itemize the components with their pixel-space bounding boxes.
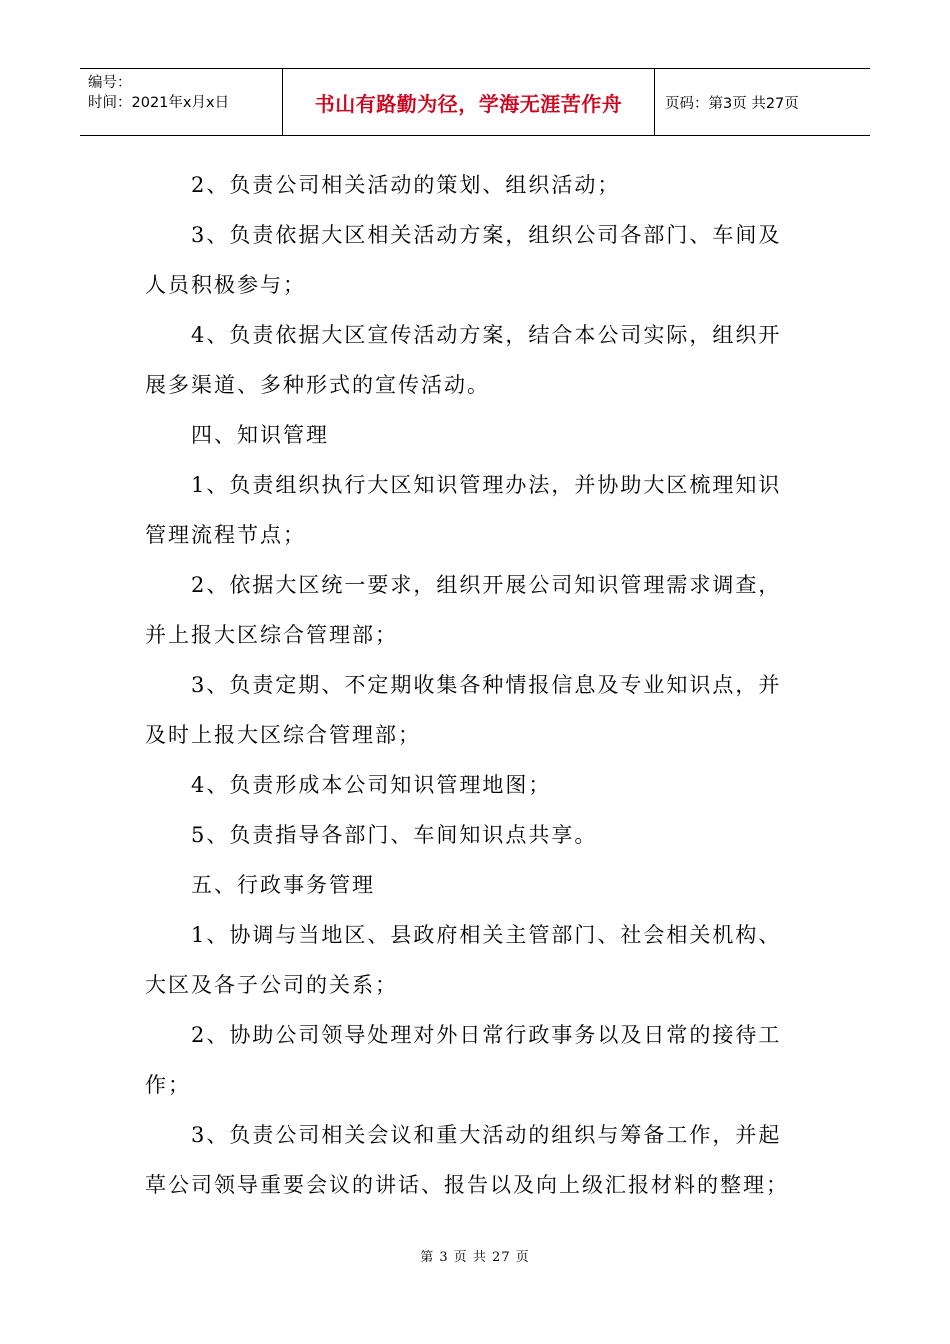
paragraph-line: 5、负责指导各部门、车间知识点共享。 xyxy=(191,823,598,847)
paragraph-line: 作； xyxy=(145,1073,191,1097)
paragraph-line: 展多渠道、多种形式的宣传活动。 xyxy=(145,373,490,397)
paragraph-line: 2、协助公司领导处理对外日常行政事务以及日常的接待工 xyxy=(191,1023,782,1047)
header-motto: 书山有路勤为径，学海无涯苦作舟 xyxy=(283,69,655,135)
document-date-label: 时间：2021年x月x日 xyxy=(88,95,230,111)
section-heading: 五、行政事务管理 xyxy=(191,873,375,897)
header-page-label: 页码：第3页 共27页 xyxy=(665,95,799,112)
paragraph-line: 及时上报大区综合管理部； xyxy=(145,723,421,747)
page-footer: 第 3 页 共 27 页 xyxy=(420,1250,530,1265)
header-meta xyxy=(80,69,283,135)
paragraph-line: 草公司领导重要会议的讲话、报告以及向上级汇报材料的整理； xyxy=(145,1173,789,1197)
page-header xyxy=(80,68,870,136)
document-body xyxy=(145,160,810,1210)
paragraph-line: 2、负责公司相关活动的策划、组织活动； xyxy=(191,173,621,197)
document-number-label: 编号： xyxy=(88,75,132,91)
paragraph-line: 人员积极参与； xyxy=(145,273,306,297)
paragraph-line: 3、负责定期、不定期收集各种情报信息及专业知识点，并 xyxy=(191,673,782,697)
paragraph-line: 管理流程节点； xyxy=(145,523,306,547)
paragraph-line: 4、负责形成本公司知识管理地图； xyxy=(191,773,552,797)
paragraph-line: 大区及各子公司的关系； xyxy=(145,973,398,997)
paragraph-line: 3、负责公司相关会议和重大活动的组织与筹备工作，并起 xyxy=(191,1123,782,1147)
paragraph-line: 3、负责依据大区相关活动方案，组织公司各部门、车间及 xyxy=(191,223,782,247)
paragraph-line: 1、协调与当地区、县政府相关主管部门、社会相关机构、 xyxy=(191,923,782,947)
paragraph-line: 并上报大区综合管理部； xyxy=(145,623,398,647)
paragraph-line: 2、依据大区统一要求，组织开展公司知识管理需求调查， xyxy=(191,573,782,597)
section-heading: 四、知识管理 xyxy=(191,423,329,447)
paragraph-line: 4、负责依据大区宣传活动方案，结合本公司实际，组织开 xyxy=(191,323,782,347)
paragraph-line: 1、负责组织执行大区知识管理办法，并协助大区梳理知识 xyxy=(191,473,782,497)
